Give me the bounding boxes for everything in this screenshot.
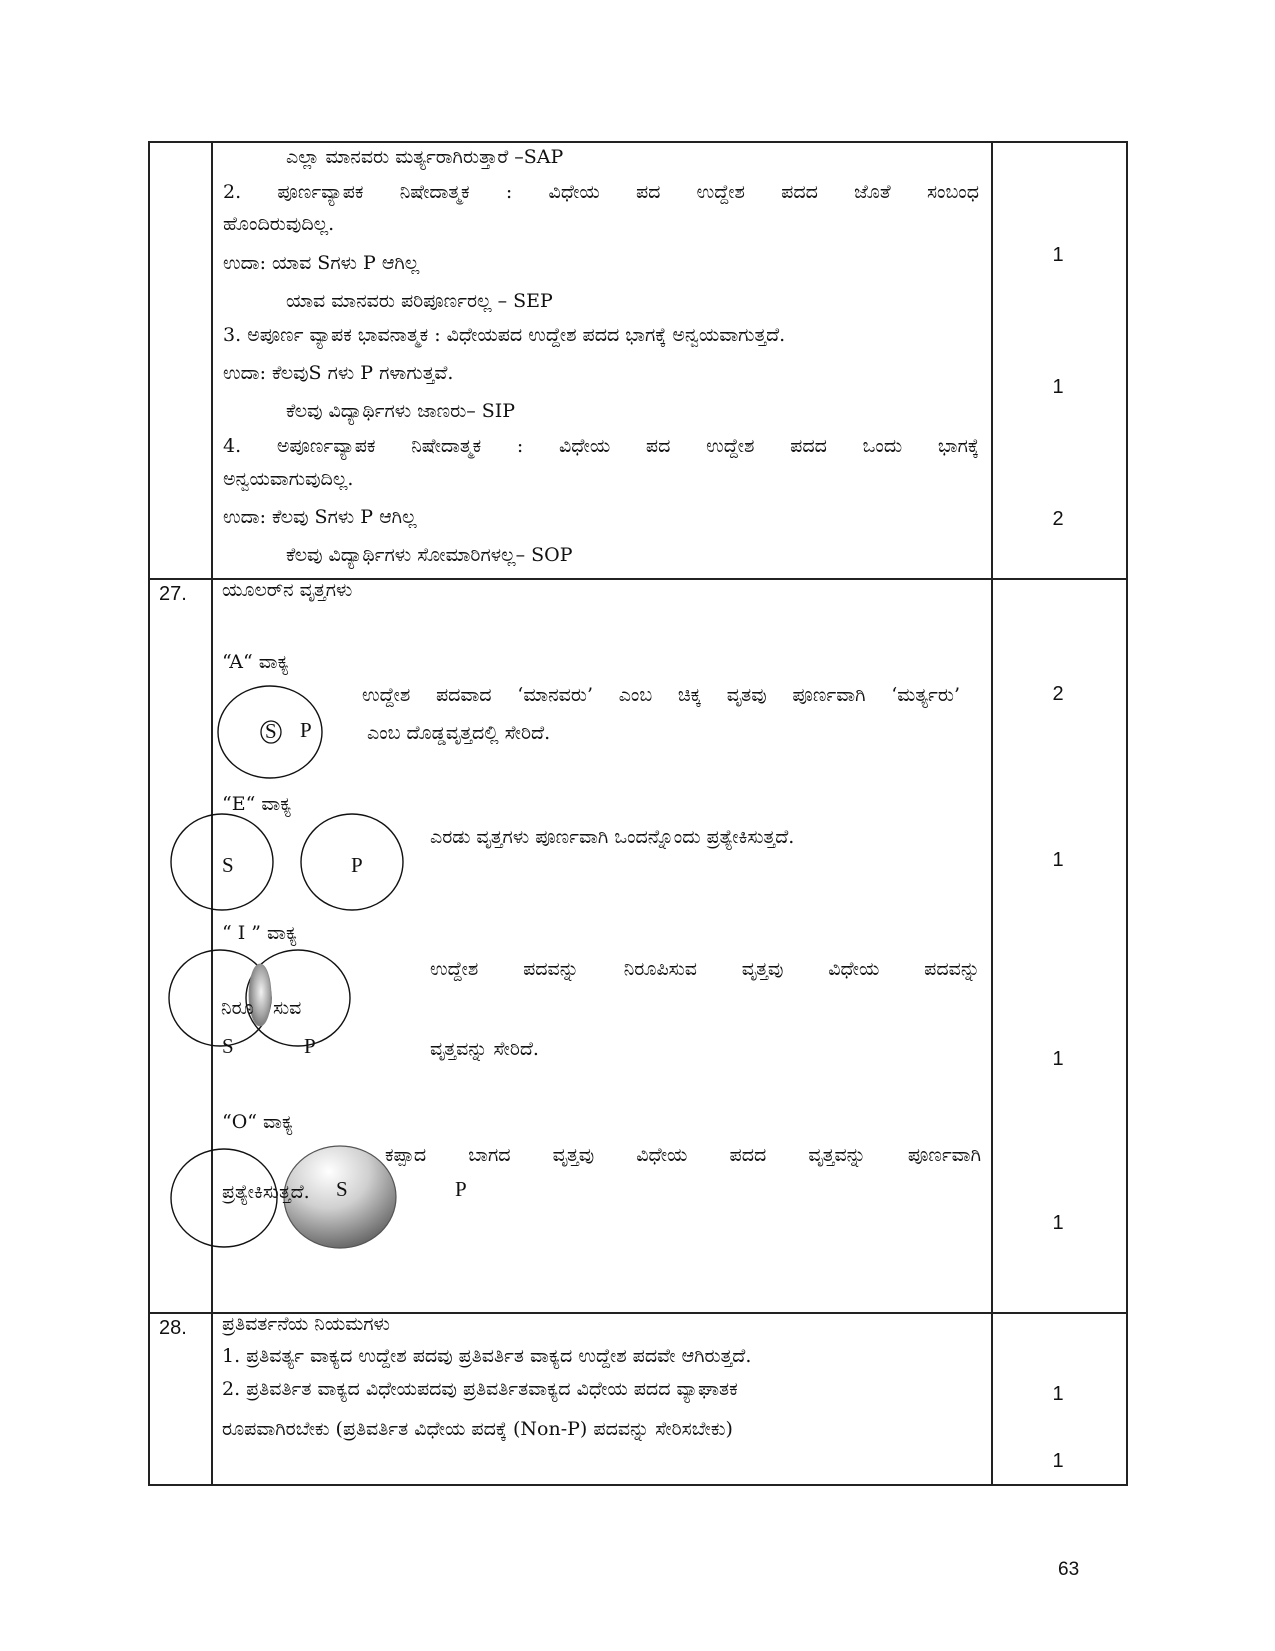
sep-example: ಯಾವ ಮಾನವರು ಪರಿಪೂರ್ಣರಲ್ಲ – SEP (286, 290, 553, 312)
i-statement-desc-cont: ವೃತ್ತವನ್ನು ಸೇರಿದೆ. (430, 1038, 539, 1060)
e-statement-desc: ಎರಡು ವೃತ್ತಗಳು ಪೂರ್ಣವಾಗಿ ಒಂದನ್ನೊಂದು ಪ್ರತ್ಯೇಕಿಸುತ್ತದೆ. (430, 826, 795, 848)
rule-3-line: 3. ಅಪೂರ್ಣ ವ್ಯಾಪಕ ಭಾವನಾತ್ಮಕ : ವಿಧೇಯಪದ ಉದ್ದೇಶ ಪದದ ಭಾಗಕ್ಕೆ ಅನ್ವಯವಾಗುತ್ತದೆ. (223, 324, 786, 346)
e-euler-diagram (170, 812, 410, 912)
mark-value: 1 (1052, 849, 1064, 871)
a-statement-desc-cont: ಎಂಬ ದೊಡ್ಡವೃತ್ತದಲ್ಲಿ ಸೇರಿದೆ. (367, 722, 551, 744)
example-3: ಉದಾ: ಕೆಲವುS ಗಳು P ಗಳಾಗುತ್ತವೆ. (223, 362, 454, 384)
mark-value: 1 (1052, 376, 1064, 398)
sop-example: ಕೆಲವು ವಿದ್ಯಾರ್ಥಿಗಳು ಸೋಮಾರಿಗಳಲ್ಲ– SOP (286, 544, 573, 566)
o-statement-desc-cont: ಪ್ರತ್ಯೇಕಿಸುತ್ತದೆ. (222, 1181, 310, 1203)
question-number-27: 27. (159, 583, 187, 605)
sip-example: ಕೆಲವು ವಿದ್ಯಾರ್ಥಿಗಳು ಜಾಣರು– SIP (286, 400, 516, 422)
i-s-label: S (222, 1034, 234, 1058)
question-number-28: 28. (159, 1317, 187, 1339)
mark-value: 2 (1052, 508, 1064, 530)
a-p-label: P (300, 718, 312, 742)
mark-value: 1 (1052, 1383, 1064, 1405)
rule-4-cont: ಅನ್ವಯವಾಗುವುದಿಲ್ಲ. (223, 468, 354, 490)
a-statement-label: “A“ ವಾಕ್ಯ (222, 651, 289, 673)
mark-value: 1 (1052, 1048, 1064, 1070)
example-4: ಉದಾ: ಕೆಲವು Sಗಳು P ಆಗಿಲ್ಲ (223, 506, 417, 528)
a-statement-desc: ಉದ್ದೇಶ ಪದವಾದ ‘ಮಾನವರು’ ಎಂಬ ಚಿಕ್ಕ ವೃತವು ಪೂರ್ಣವಾಗಿ ‘ಮರ್ತ್ಯರು’ (362, 684, 960, 706)
table-border-bottom (148, 1484, 1128, 1486)
rule-4-line: 4. ಅಪೂರ್ಣವ್ಯಾಪಕ ನಿಷೇದಾತ್ಮಕ : ವಿಧೇಯ ಪದ ಉದ್ದೇಶ ಪದದ ಒಂದು ಭಾಗಕ್ಕೆ (223, 435, 979, 457)
example-2: ಉದಾ: ಯಾವ Sಗಳು P ಆಗಿಲ್ಲ (223, 252, 420, 274)
page-number: 63 (1058, 1559, 1080, 1580)
q28-rule-1: 1. ಪ್ರತಿವರ್ತ್ಯ ವಾಕ್ಯದ ಉದ್ದೇಶ ಪದವು ಪ್ರತಿವರ್ತಿತ ವಾಕ್ಯದ ಉದ್ದೇಶ ಪದವೇ ಆಗಿರುತ್ತದೆ. (222, 1345, 752, 1367)
e-s-label: S (222, 853, 234, 877)
i-euler-diagram (168, 943, 368, 1053)
rule-2-line: 2. ಪೂರ್ಣವ್ಯಾಪಕ ನಿಷೇದಾತ್ಮಕ : ವಿಧೇಯ ಪದ ಉದ್ದೇಶ ಪದದ ಜೊತೆ ಸಂಬಂಧ (223, 181, 979, 203)
q27-heading: ಯೂಲರ್‌ನ ವೃತ್ತಗಳು (222, 579, 353, 601)
table-col-divider-2 (991, 141, 993, 1486)
o-statement-label: “O“ ವಾಕ್ಯ (222, 1111, 294, 1133)
o-statement-desc: ಕಪ್ಪಾದ ಬಾಗದ ವೃತ್ತವು ವಿಧೇಯ ಪದದ ವೃತ್ತವನ್ನು ಪೂರ್ಣವಾಗಿ (385, 1144, 981, 1166)
table-border-right (1126, 141, 1128, 1486)
q28-rule-2: 2. ಪ್ರತಿವರ್ತಿತ ವಾಕ್ಯದ ವಿಧೇಯಪದವು ಪ್ರತಿವರ್ತಿತವಾಕ್ಯದ ವಿಧೇಯ ಪದದ ವ್ಯಾಘಾತಕ (222, 1378, 738, 1400)
o-p-label: P (455, 1177, 467, 1201)
rule-2-cont: ಹೊಂದಿರುವುದಿಲ್ಲ. (223, 213, 335, 235)
q28-heading: ಪ್ರತಿವರ್ತನೆಯ ನಿಯಮಗಳು (222, 1313, 390, 1335)
i-inner-right: ಸುವ (273, 997, 302, 1019)
mark-value: 2 (1052, 683, 1064, 705)
e-statement-label: “E“ ವಾಕ್ಯ (222, 793, 292, 815)
i-p-label: P (304, 1034, 316, 1058)
mark-value: 1 (1052, 1212, 1064, 1234)
a-s-label: S (265, 719, 277, 743)
q28-rule-2-cont: ರೂಪವಾಗಿರಬೇಕು (ಪ್ರತಿವರ್ತಿತ ವಿಧೇಯ ಪದಕ್ಕೆ (Non-P) ಪದವನ್ನು ಸೇರಿಸಬೇಕು) (222, 1418, 733, 1440)
table-border-left (148, 141, 150, 1486)
o-s-label: S (336, 1177, 348, 1201)
mark-value: 1 (1052, 244, 1064, 266)
sap-example: ಎಲ್ಲಾ ಮಾನವರು ಮರ್ತ್ಯರಾಗಿರುತ್ತಾರೆ –SAP (286, 146, 564, 168)
table-border-top (148, 141, 1128, 143)
i-statement-label: “ I ” ವಾಕ್ಯ (222, 922, 298, 944)
i-statement-desc: ಉದ್ದೇಶ ಪದವನ್ನು ನಿರೂಪಿಸುವ ವೃತ್ತವು ವಿಧೇಯ ಪದವನ್ನು (430, 958, 980, 980)
e-p-label: P (351, 853, 363, 877)
i-inner-left: ನಿರೂ (221, 997, 254, 1019)
mark-value: 1 (1052, 1450, 1064, 1472)
